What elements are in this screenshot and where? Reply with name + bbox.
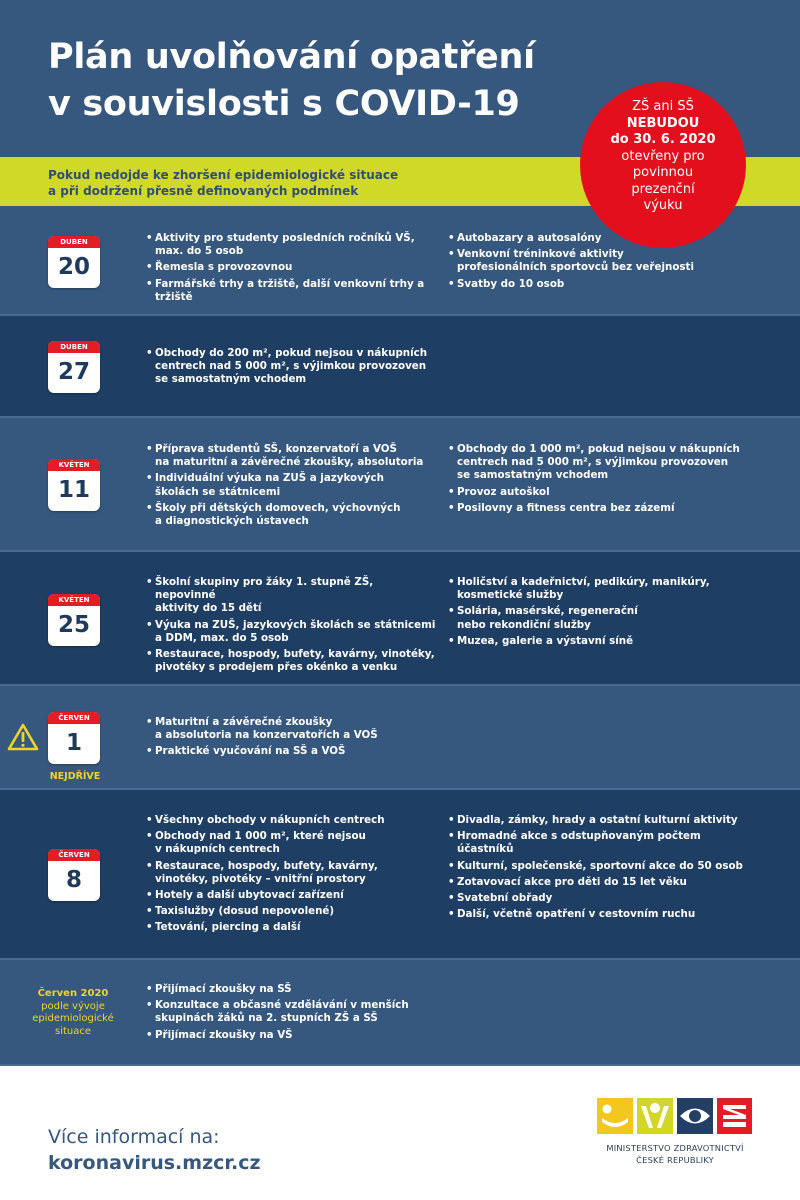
measure-item-line: • Svatby do 10 osob [457, 277, 565, 290]
measure-item [448, 443, 748, 483]
calendar-day: 8 [65, 867, 82, 893]
alert-line: otevřeny pro [621, 148, 705, 164]
measure-item-line: • Školy při dětských domovech, výchovných [155, 501, 401, 514]
measure-item-line: • Provoz autoškol [457, 485, 550, 498]
calendar-icon [48, 236, 100, 288]
measure-item [448, 892, 748, 905]
measure-item [146, 261, 436, 274]
measure-item [448, 486, 748, 499]
measure-item-line: • Divadla, zámky, hrady a ostatní kulturní aktivity [457, 814, 738, 826]
measure-item [448, 576, 748, 602]
measure-item [146, 814, 436, 827]
measure-item-line: • Muzea, galerie a výstavní síně [457, 634, 634, 647]
measure-item-line: • Restaurace, hospody, bufety, kavárny, [155, 859, 378, 872]
alert-line: NEBUDOU [626, 115, 700, 131]
title-line: v souvislosti s COVID-19 [48, 84, 520, 124]
ministry-line: ČESKÉ REPUBLIKY [636, 1155, 714, 1165]
calendar-day: 25 [57, 612, 90, 638]
title-line: Plán uvolňování opatření [48, 37, 535, 77]
at-the-earliest-label: NEJDŘÍVE [49, 771, 101, 782]
calendar-icon [48, 849, 100, 901]
measure-item-line: • Holičství a kadeřnictví, pedikúry, manikúry, [457, 576, 710, 588]
measure-item-line: aktivity do 15 dětí [155, 602, 262, 615]
measure-item-line: • Další, včetně opatření v cestovním ruchu [457, 908, 696, 921]
measure-item [146, 648, 436, 674]
measure-item-line: • Maturitní a závěrečné zkoušky [155, 716, 333, 728]
ministry-name [586, 1142, 764, 1166]
measure-item-line: účastníků [457, 843, 514, 856]
measure-item-line: v nákupních centrech [155, 843, 280, 856]
measure-item [146, 232, 436, 258]
measure-list-right [448, 814, 748, 924]
measure-list-left [146, 347, 436, 390]
measure-item-line: se samostatným vchodem [155, 373, 307, 386]
measure-item-line: a diagnostických ústavech [155, 515, 309, 528]
measure-item-line: • Svatební obřady [457, 892, 553, 905]
calendar-month: ČERVEN [48, 849, 100, 861]
calendar-icon [48, 594, 100, 646]
measure-item-line: • Zotavovací akce pro děti do 15 let věku [457, 875, 687, 888]
measure-list-left [146, 443, 436, 531]
measure-item-line: školách se státnicemi [155, 485, 281, 498]
measure-item-line: • Venkovní tréninkové aktivity [457, 248, 624, 261]
phase-row-june-1 [0, 686, 800, 790]
measure-item-line: a DDM, max. do 5 osob [155, 631, 289, 644]
measure-item-line: • Restaurace, hospody, bufety, kavárny, vinotéky, [155, 648, 435, 661]
measure-item-line: • Všechny obchody v nákupních centrech [155, 814, 385, 826]
measure-item-line: • Přijímací zkoušky na SŠ [155, 983, 292, 995]
measure-item-line: • Přijímací zkoušky na VŠ [155, 1028, 293, 1041]
measure-item [448, 908, 748, 921]
phase-row-june-2020 [0, 960, 800, 1066]
phase-row-april-27 [0, 316, 800, 418]
measure-item [146, 619, 436, 645]
calendar-icon [48, 459, 100, 511]
alert-line: do 30. 6. 2020 [610, 132, 716, 147]
calendar-day: 1 [65, 730, 82, 756]
measure-item [146, 443, 436, 469]
measure-item [146, 472, 436, 498]
measure-item [146, 278, 436, 304]
measure-item [146, 1029, 436, 1042]
alert-line: povinnou [632, 165, 694, 180]
measure-list-right [448, 232, 748, 294]
measure-list-left [146, 232, 436, 307]
schools-closed-alert-badge [580, 82, 746, 248]
phase-date-line: epidemiologické [32, 1013, 114, 1024]
measure-item [146, 999, 436, 1025]
measure-item-line: nebo rekondiční služby [457, 618, 591, 631]
warning-triangle-icon [7, 723, 39, 751]
calendar-icon [48, 341, 100, 393]
phase-date-label [20, 988, 126, 1038]
measure-list-left [146, 576, 436, 677]
measure-item-line: vinotéky, pivotéky – vnitřní prostory [155, 872, 366, 885]
phase-date-line: Červen 2020 [37, 988, 109, 999]
measure-item-line: pivotéky s prodejem přes okénko a venku [155, 661, 398, 674]
measure-item-line: • Konzultace a občasné vzdělávání v menších [155, 999, 409, 1012]
measure-item-line: • Praktické vyučování na SŠ a VOŠ [155, 745, 346, 758]
measure-item [146, 745, 436, 758]
measure-item [448, 860, 748, 873]
measure-item [146, 921, 436, 934]
subtitle-line: Pokud nedojde ke zhoršení epidemiologické situace [48, 168, 399, 182]
calendar-icon [48, 712, 100, 764]
measure-item [448, 502, 748, 515]
calendar-month: KVĚTEN [48, 594, 100, 606]
alert-line: prezenční [631, 181, 695, 197]
measure-item [146, 830, 436, 856]
calendar-month: ČERVEN [48, 712, 100, 724]
measure-item-line: • Farmářské trhy a tržiště, další venkovní trhy a tržiště [155, 277, 425, 303]
measure-item [146, 905, 436, 918]
more-info-label: Více informací na: [48, 1126, 220, 1148]
measure-item [146, 347, 436, 387]
measure-list-right [448, 443, 748, 518]
measure-item-line: • Autobazary a autosalóny [457, 232, 602, 244]
measure-item-line: • Obchody do 1 000 m², pokud nejsou v nákupních [457, 443, 740, 455]
calendar-month: DUBEN [48, 341, 100, 353]
measure-list-left [146, 814, 436, 938]
measure-item-line: na maturitní a závěrečné zkoušky, absolutoria [155, 456, 424, 469]
phase-row-may-11 [0, 418, 800, 552]
measure-item-line: kosmetické služby [457, 589, 564, 602]
measure-item [448, 635, 748, 648]
measure-item-line: skupinách žáků na 2. stupních ZŠ a SŠ [155, 1012, 378, 1025]
measure-item-line: se samostatným vchodem [457, 469, 609, 482]
ministry-logo-icon [597, 1098, 752, 1134]
calendar-day: 27 [57, 359, 90, 385]
measure-item-line: • Taxislužby (dosud nepovolené) [155, 905, 335, 918]
phase-row-may-25 [0, 552, 800, 686]
measure-item-line: centrech nad 5 000 m², s výjimkou provozoven [457, 456, 729, 469]
measure-item [146, 716, 436, 742]
phase-row-june-8 [0, 790, 800, 960]
measure-item-line: • Řemesla s provozovnou [155, 261, 293, 274]
website-link[interactable]: koronavirus.mzcr.cz [48, 1152, 261, 1174]
measure-list-left [146, 716, 436, 762]
measure-item-line: • Školní skupiny pro žáky 1. stupně ZŠ, nepovinné [155, 576, 374, 602]
measure-item [146, 860, 436, 886]
phase-date-line: situace [54, 1025, 92, 1037]
measure-item [146, 983, 436, 996]
ministry-line: MINISTERSTVO ZDRAVOTNICTVÍ [606, 1143, 744, 1153]
alert-line: ZŠ ani SŠ [632, 99, 694, 114]
measure-item-line: • Hromadné akce s odstupňovaným počtem [457, 830, 701, 843]
measure-item-line: a absolutoria na konzervatořích a VOŠ [155, 729, 378, 742]
subtitle [48, 167, 398, 199]
measure-item-line: profesionálních sportovců bez veřejnosti [457, 261, 694, 274]
measure-item [448, 876, 748, 889]
phase-date-line: podle vývoje [41, 1000, 105, 1012]
measure-item-line: • Výuka na ZUŠ, jazykových školách se státnicemi [155, 618, 436, 631]
calendar-month: DUBEN [48, 236, 100, 248]
measure-list-left [146, 983, 436, 1045]
measure-item [146, 502, 436, 528]
measure-item-line: max. do 5 osob [155, 245, 244, 258]
measure-item-line: • Solária, masérské, regenerační [457, 605, 638, 618]
calendar-month: KVĚTEN [48, 459, 100, 471]
subtitle-line: a při dodržení přesně definovaných podmínek [48, 184, 359, 198]
measure-item-line: • Tetování, piercing a další [155, 921, 301, 934]
measure-item-line: • Aktivity pro studenty posledních ročníků VŠ, [155, 232, 415, 244]
measure-item-line: • Příprava studentů SŠ, konzervatoří a VOŠ [155, 443, 397, 455]
measure-item-line: • Kulturní, společenské, sportovní akce do 50 osob [457, 859, 743, 872]
measure-item [146, 889, 436, 902]
measure-item [448, 605, 748, 631]
footer [0, 1066, 800, 1200]
measure-item [448, 830, 748, 856]
measure-item-line: • Posilovny a fitness centra bez zázemí [457, 501, 675, 514]
measure-item [448, 814, 748, 827]
measure-item-line: • Individuální výuka na ZUŠ a jazykových [155, 472, 384, 485]
measure-item [448, 248, 748, 274]
measure-item-line: • Obchody do 200 m², pokud nejsou v nákupních [155, 347, 428, 359]
page-title [48, 34, 535, 128]
measure-item-line: centrech nad 5 000 m², s výjimkou provozoven [155, 360, 427, 373]
measure-item-line: • Hotely a další ubytovací zařízení [155, 889, 344, 902]
measure-item-line: • Obchody nad 1 000 m², které nejsou [155, 830, 366, 843]
alert-line: výuku [643, 198, 683, 213]
measure-item [146, 576, 436, 616]
measure-item [448, 278, 748, 291]
measure-list-right [448, 576, 748, 651]
calendar-day: 20 [57, 254, 90, 280]
calendar-day: 11 [57, 477, 90, 503]
